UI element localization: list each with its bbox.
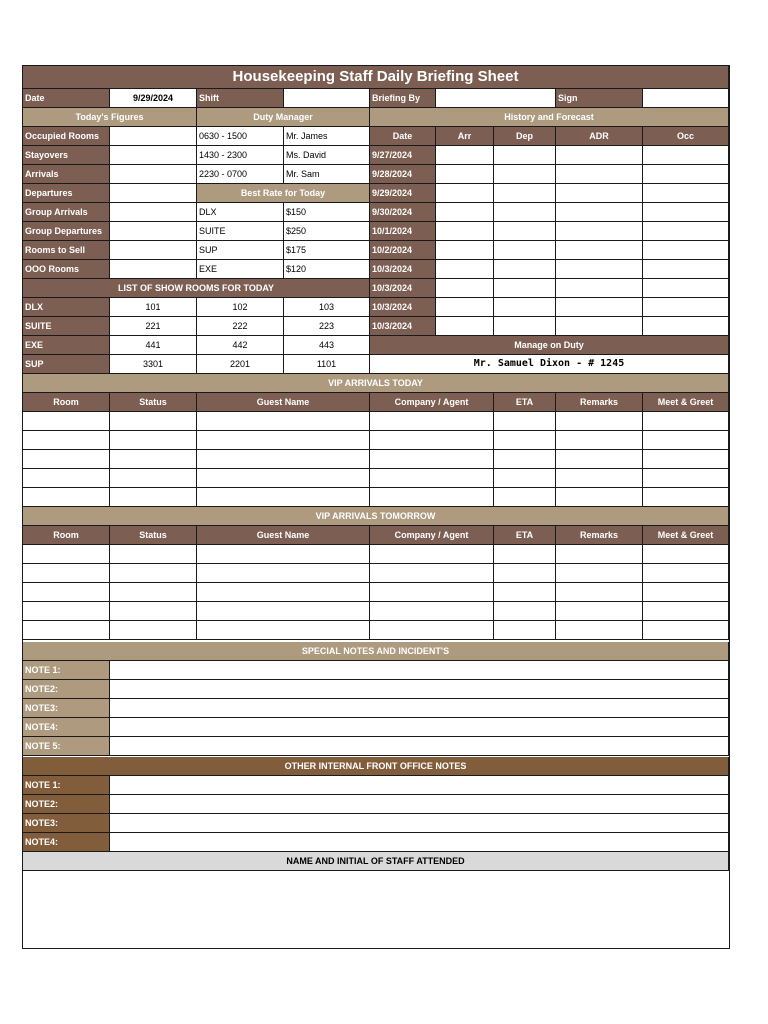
special-note-label: NOTE 5: [23,737,110,756]
show-room-type: DLX [23,298,110,317]
hf-adr-cell[interactable] [556,317,643,336]
table-cell[interactable] [197,450,370,469]
internal-note-label: NOTE4: [23,833,110,852]
hf-occ-cell[interactable] [643,222,729,241]
hf-arr-cell[interactable] [436,222,494,241]
internal-note-field[interactable] [110,776,729,795]
hf-adr-cell[interactable] [556,241,643,260]
rate-room[interactable]: SUITE [197,222,284,241]
table-cell[interactable] [23,431,110,450]
show-room-number[interactable]: 442 [197,336,284,355]
figure-label: Arrivals [23,165,110,184]
hf-dep-cell[interactable] [494,241,556,260]
table-cell[interactable] [197,545,370,564]
show-room-number[interactable]: 2201 [197,355,284,374]
show-room-type: SUP [23,355,110,374]
hf-arr-cell[interactable] [436,241,494,260]
table-cell[interactable] [197,583,370,602]
internal-note-field[interactable] [110,814,729,833]
sheet-title: Housekeeping Staff Daily Briefing Sheet [23,66,729,89]
hf-arr-cell[interactable] [436,317,494,336]
sign-field[interactable] [643,89,729,108]
hf-col-date: Date [370,127,436,146]
figure-label: Group Departures [23,222,110,241]
table-cell[interactable] [197,431,370,450]
special-note-label: NOTE 1: [23,661,110,680]
table-cell[interactable] [110,469,197,488]
hf-occ-cell[interactable] [643,184,729,203]
date-label: Date [23,89,110,108]
table-cell[interactable] [110,583,197,602]
duty-shift[interactable]: 1430 - 2300 [197,146,284,165]
hf-date: 9/28/2024 [370,165,436,184]
vip-tomorrow-col-remarks: Remarks [556,526,643,545]
rate-value[interactable]: $150 [284,203,370,222]
table-cell[interactable] [23,621,110,640]
shift-label: Shift [197,89,284,108]
vip-tomorrow-heading: VIP ARRIVALS TOMORROW [23,507,729,526]
table-cell[interactable] [494,621,556,640]
table-cell[interactable] [23,545,110,564]
figure-label: Occupied Rooms [23,127,110,146]
internal-notes-heading: OTHER INTERNAL FRONT OFFICE NOTES [23,757,729,776]
hf-arr-cell[interactable] [436,146,494,165]
shift-field[interactable] [284,89,370,108]
rate-room[interactable]: EXE [197,260,284,279]
table-cell[interactable] [110,564,197,583]
manager-on-duty-name[interactable]: Mr. Samuel Dixon - # 1245 [370,355,729,374]
table-cell[interactable] [197,564,370,583]
show-room-number[interactable]: 101 [110,298,197,317]
vip-tomorrow-col-status: Status [110,526,197,545]
table-cell[interactable] [643,412,729,431]
hf-date: 10/1/2024 [370,222,436,241]
table-cell[interactable] [370,583,494,602]
rate-value[interactable]: $120 [284,260,370,279]
figure-label: Departures [23,184,110,203]
show-room-number[interactable]: 1101 [284,355,370,374]
show-room-number[interactable]: 222 [197,317,284,336]
show-room-number[interactable]: 102 [197,298,284,317]
table-cell[interactable] [643,621,729,640]
table-cell[interactable] [494,564,556,583]
vip-today-col-company: Company / Agent [370,393,494,412]
table-cell[interactable] [643,583,729,602]
table-cell[interactable] [197,469,370,488]
figure-value[interactable] [110,260,197,279]
table-cell[interactable] [370,545,494,564]
hf-occ-cell[interactable] [643,165,729,184]
briefing-sheet [22,65,730,949]
hf-dep-cell[interactable] [494,222,556,241]
internal-note-label: NOTE 1: [23,776,110,795]
figure-value[interactable] [110,184,197,203]
hf-col-dep: Dep [494,127,556,146]
hf-arr-cell[interactable] [436,279,494,298]
table-cell[interactable] [643,469,729,488]
table-cell[interactable] [556,564,643,583]
todays-figures-heading: Today's Figures [23,108,197,127]
table-cell[interactable] [556,602,643,621]
briefing-by-field[interactable] [436,89,556,108]
hf-occ-cell[interactable] [643,260,729,279]
show-room-type: SUITE [23,317,110,336]
show-room-number[interactable]: 223 [284,317,370,336]
hf-adr-cell[interactable] [556,260,643,279]
hf-occ-cell[interactable] [643,298,729,317]
hf-arr-cell[interactable] [436,184,494,203]
table-cell[interactable] [494,583,556,602]
table-cell[interactable] [110,431,197,450]
hf-occ-cell[interactable] [643,317,729,336]
duty-name[interactable]: Ms. David [284,146,370,165]
date-field[interactable]: 9/29/2024 [110,89,197,108]
internal-note-label: NOTE2: [23,795,110,814]
rate-value[interactable]: $250 [284,222,370,241]
table-cell[interactable] [197,621,370,640]
table-cell[interactable] [110,412,197,431]
table-cell[interactable] [556,621,643,640]
hf-date: 10/3/2024 [370,260,436,279]
hf-arr-cell[interactable] [436,298,494,317]
rate-room[interactable]: SUP [197,241,284,260]
special-note-field[interactable] [110,699,729,718]
table-cell[interactable] [643,450,729,469]
table-cell[interactable] [23,564,110,583]
hf-adr-cell[interactable] [556,146,643,165]
figure-value[interactable] [110,127,197,146]
table-cell[interactable] [23,450,110,469]
vip-tomorrow-col-room: Room [23,526,110,545]
table-cell[interactable] [556,469,643,488]
table-cell[interactable] [370,450,494,469]
hf-adr-cell[interactable] [556,184,643,203]
hf-dep-cell[interactable] [494,165,556,184]
vip-today-col-room: Room [23,393,110,412]
vip-today-heading: VIP ARRIVALS TODAY [23,374,729,393]
table-cell[interactable] [23,488,110,507]
show-room-number[interactable]: 443 [284,336,370,355]
rate-room[interactable]: DLX [197,203,284,222]
table-cell[interactable] [370,488,494,507]
table-cell[interactable] [370,621,494,640]
figure-value[interactable] [110,203,197,222]
hf-adr-cell[interactable] [556,203,643,222]
vip-tomorrow-col-guest: Guest Name [197,526,370,545]
special-notes-heading: SPECIAL NOTES AND INCIDENT'S [23,642,729,661]
figure-value[interactable] [110,222,197,241]
vip-today-col-guest: Guest Name [197,393,370,412]
table-cell[interactable] [643,602,729,621]
vip-today-col-meet: Meet & Greet [643,393,729,412]
figure-value[interactable] [110,146,197,165]
show-room-number[interactable]: 3301 [110,355,197,374]
manager-on-duty-heading: Manage on Duty [370,336,729,355]
table-cell[interactable] [370,469,494,488]
hf-date: 9/29/2024 [370,184,436,203]
hf-dep-cell[interactable] [494,146,556,165]
table-cell[interactable] [110,450,197,469]
hf-arr-cell[interactable] [436,165,494,184]
table-cell[interactable] [494,450,556,469]
table-cell[interactable] [643,488,729,507]
table-cell[interactable] [556,583,643,602]
table-cell[interactable] [197,488,370,507]
hf-date: 10/3/2024 [370,298,436,317]
vip-tomorrow-col-company: Company / Agent [370,526,494,545]
table-cell[interactable] [23,583,110,602]
hf-col-adr: ADR [556,127,643,146]
duty-manager-heading: Duty Manager [197,108,370,127]
figure-label: Rooms to Sell [23,241,110,260]
hf-occ-cell[interactable] [643,279,729,298]
hf-col-arr: Arr [436,127,494,146]
figure-label: Stayovers [23,146,110,165]
table-cell[interactable] [370,602,494,621]
table-cell[interactable] [23,469,110,488]
vip-today-col-status: Status [110,393,197,412]
table-cell[interactable] [494,469,556,488]
hf-date: 9/27/2024 [370,146,436,165]
table-cell[interactable] [197,602,370,621]
table-cell[interactable] [494,602,556,621]
show-room-type: EXE [23,336,110,355]
vip-today-col-eta: ETA [494,393,556,412]
table-cell[interactable] [370,564,494,583]
special-note-label: NOTE2: [23,680,110,699]
hf-dep-cell[interactable] [494,184,556,203]
figure-value[interactable] [110,241,197,260]
table-cell[interactable] [197,412,370,431]
figure-label: OOO Rooms [23,260,110,279]
rate-value[interactable]: $175 [284,241,370,260]
duty-shift[interactable]: 0630 - 1500 [197,127,284,146]
hf-dep-cell[interactable] [494,260,556,279]
hf-arr-cell[interactable] [436,260,494,279]
table-cell[interactable] [110,545,197,564]
hf-dep-cell[interactable] [494,279,556,298]
staff-attended-area[interactable] [23,871,729,948]
table-cell[interactable] [643,564,729,583]
hf-dep-cell[interactable] [494,317,556,336]
vip-today-col-remarks: Remarks [556,393,643,412]
special-note-field[interactable] [110,680,729,699]
vip-tomorrow-col-eta: ETA [494,526,556,545]
duty-name[interactable]: Mr. Sam [284,165,370,184]
internal-note-field[interactable] [110,833,729,852]
table-cell[interactable] [110,621,197,640]
hf-arr-cell[interactable] [436,203,494,222]
duty-shift[interactable]: 2230 - 0700 [197,165,284,184]
figure-label: Group Arrivals [23,203,110,222]
table-cell[interactable] [494,431,556,450]
hf-date: 9/30/2024 [370,203,436,222]
table-cell[interactable] [23,602,110,621]
hf-occ-cell[interactable] [643,241,729,260]
show-room-number[interactable]: 441 [110,336,197,355]
table-cell[interactable] [556,450,643,469]
internal-note-field[interactable] [110,795,729,814]
hf-date: 10/2/2024 [370,241,436,260]
internal-note-label: NOTE3: [23,814,110,833]
show-room-number[interactable]: 221 [110,317,197,336]
hf-col-occ: Occ [643,127,729,146]
show-room-number[interactable]: 103 [284,298,370,317]
hf-dep-cell[interactable] [494,298,556,317]
figure-value[interactable] [110,165,197,184]
duty-name[interactable]: Mr. James [284,127,370,146]
table-cell[interactable] [494,545,556,564]
table-cell[interactable] [370,431,494,450]
hf-adr-cell[interactable] [556,222,643,241]
table-cell[interactable] [110,488,197,507]
special-note-label: NOTE4: [23,718,110,737]
best-rate-heading: Best Rate for Today [197,184,370,203]
table-cell[interactable] [556,545,643,564]
sign-label: Sign [556,89,643,108]
briefing-by-label: Briefing By [370,89,436,108]
special-note-field[interactable] [110,718,729,737]
special-note-field[interactable] [110,737,729,756]
staff-attended-heading: NAME AND INITIAL OF STAFF ATTENDED [23,852,729,871]
hf-adr-cell[interactable] [556,298,643,317]
table-cell[interactable] [556,412,643,431]
special-note-field[interactable] [110,661,729,680]
table-cell[interactable] [643,431,729,450]
hf-adr-cell[interactable] [556,279,643,298]
hf-occ-cell[interactable] [643,203,729,222]
special-note-label: NOTE3: [23,699,110,718]
table-cell[interactable] [110,602,197,621]
table-cell[interactable] [556,488,643,507]
vip-tomorrow-col-meet: Meet & Greet [643,526,729,545]
table-cell[interactable] [494,488,556,507]
history-forecast-heading: History and Forecast [370,108,729,127]
table-cell[interactable] [556,431,643,450]
table-cell[interactable] [370,412,494,431]
table-cell[interactable] [23,412,110,431]
hf-adr-cell[interactable] [556,165,643,184]
hf-occ-cell[interactable] [643,146,729,165]
hf-date: 10/3/2024 [370,317,436,336]
show-rooms-heading: LIST OF SHOW ROOMS FOR TODAY [23,279,370,298]
hf-date: 10/3/2024 [370,279,436,298]
table-cell[interactable] [643,545,729,564]
hf-dep-cell[interactable] [494,203,556,222]
table-cell[interactable] [494,412,556,431]
